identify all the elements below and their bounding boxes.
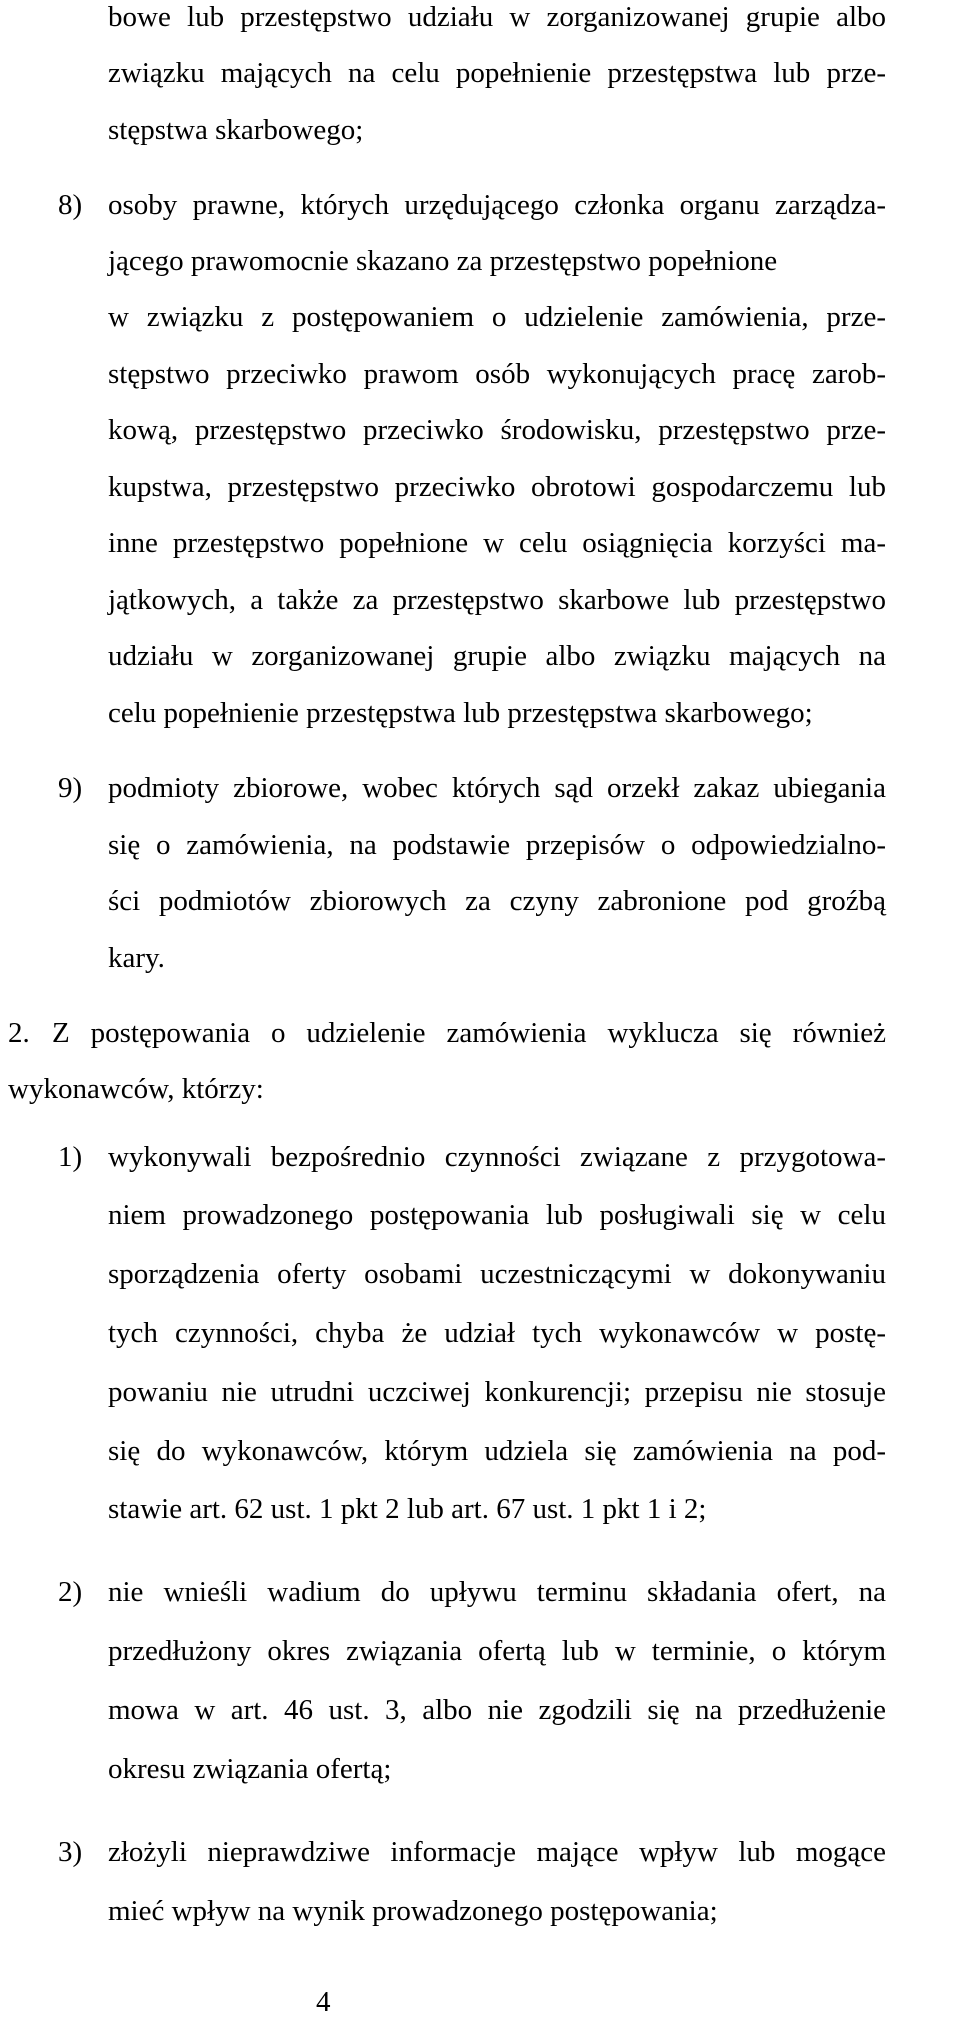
text-line: kary. bbox=[108, 942, 165, 974]
text-line: się o zamówienia, na podstawie przepisów o odpowiedzialno- bbox=[108, 829, 886, 861]
text-line: tych czynności, chyba że udział tych wykonawców w postę- bbox=[108, 1317, 886, 1349]
text-line: inne przestępstwo popełnione w celu osiągnięcia korzyści ma- bbox=[108, 527, 886, 559]
text-line: okresu związania ofertą; bbox=[108, 1753, 392, 1785]
text-line: ści podmiotów zbiorowych za czyny zabronione pod groźbą bbox=[108, 885, 886, 917]
text-line: podmioty zbiorowe, wobec których sąd orzekł zakaz ubiegania bbox=[108, 772, 886, 804]
text-line: przedłużony okres związania ofertą lub w terminie, o którym bbox=[108, 1635, 886, 1667]
text-line: jątkowych, a także za przestępstwo skarbowe lub przestępstwo bbox=[108, 584, 886, 616]
text-line: związku mających na celu popełnienie przestępstwa lub prze- bbox=[108, 57, 886, 89]
text-line: wykonawców, którzy: bbox=[8, 1073, 264, 1105]
list-number: 2) bbox=[58, 1576, 83, 1608]
text-line: mieć wpływ na wynik prowadzonego postępowania; bbox=[108, 1895, 718, 1927]
text-line: kupstwa, przestępstwo przeciwko obrotowi gospodarczemu lub bbox=[108, 471, 886, 503]
text-line: bowe lub przestępstwo udziału w zorganizowanej grupie albo bbox=[108, 1, 886, 33]
text-line: sporządzenia oferty osobami uczestniczącymi w dokonywaniu bbox=[108, 1258, 886, 1290]
page-number: 4 bbox=[316, 1986, 331, 2018]
text-line: powaniu nie utrudni uczciwej konkurencji; przepisu nie stosuje bbox=[108, 1376, 886, 1408]
text-line: w związku z postępowaniem o udzielenie zamówienia, prze- bbox=[108, 301, 886, 333]
list-number: 3) bbox=[58, 1836, 83, 1868]
text-line: niem prowadzonego postępowania lub posługiwali się w celu bbox=[108, 1199, 886, 1231]
list-number: 8) bbox=[58, 189, 83, 221]
text-line: złożyli nieprawdziwe informacje mające wpływ lub mogące bbox=[108, 1836, 886, 1868]
text-line: jącego prawomocnie skazano za przestępstwo popełnione bbox=[108, 245, 778, 277]
text-line: udziału w zorganizowanej grupie albo związku mających na bbox=[108, 640, 886, 672]
text-line: nie wnieśli wadium do upływu terminu składania ofert, na bbox=[108, 1576, 886, 1608]
text-line: się do wykonawców, którym udziela się zamówienia na pod- bbox=[108, 1435, 886, 1467]
text-line: kową, przestępstwo przeciwko środowisku, przestępstwo prze- bbox=[108, 414, 886, 446]
text-line: stępstwa skarbowego; bbox=[108, 114, 364, 146]
text-line: stawie art. 62 ust. 1 pkt 2 lub art. 67 ust. 1 pkt 1 i 2; bbox=[108, 1493, 707, 1525]
text-line: mowa w art. 46 ust. 3, albo nie zgodzili się na przedłużenie bbox=[108, 1694, 886, 1726]
list-number: 1) bbox=[58, 1141, 83, 1173]
text-line: wykonywali bezpośrednio czynności związane z przygotowa- bbox=[108, 1141, 886, 1173]
text-line: osoby prawne, których urzędującego członka organu zarządza- bbox=[108, 189, 886, 221]
section-number: 2. bbox=[8, 1017, 30, 1049]
list-number: 9) bbox=[58, 772, 83, 804]
text-line: stępstwo przeciwko prawom osób wykonujących pracę zarob- bbox=[108, 358, 886, 390]
text-line: celu popełnienie przestępstwa lub przestępstwa skarbowego; bbox=[108, 697, 813, 729]
text-line: Z postępowania o udzielenie zamówienia wyklucza się również bbox=[52, 1017, 886, 1049]
